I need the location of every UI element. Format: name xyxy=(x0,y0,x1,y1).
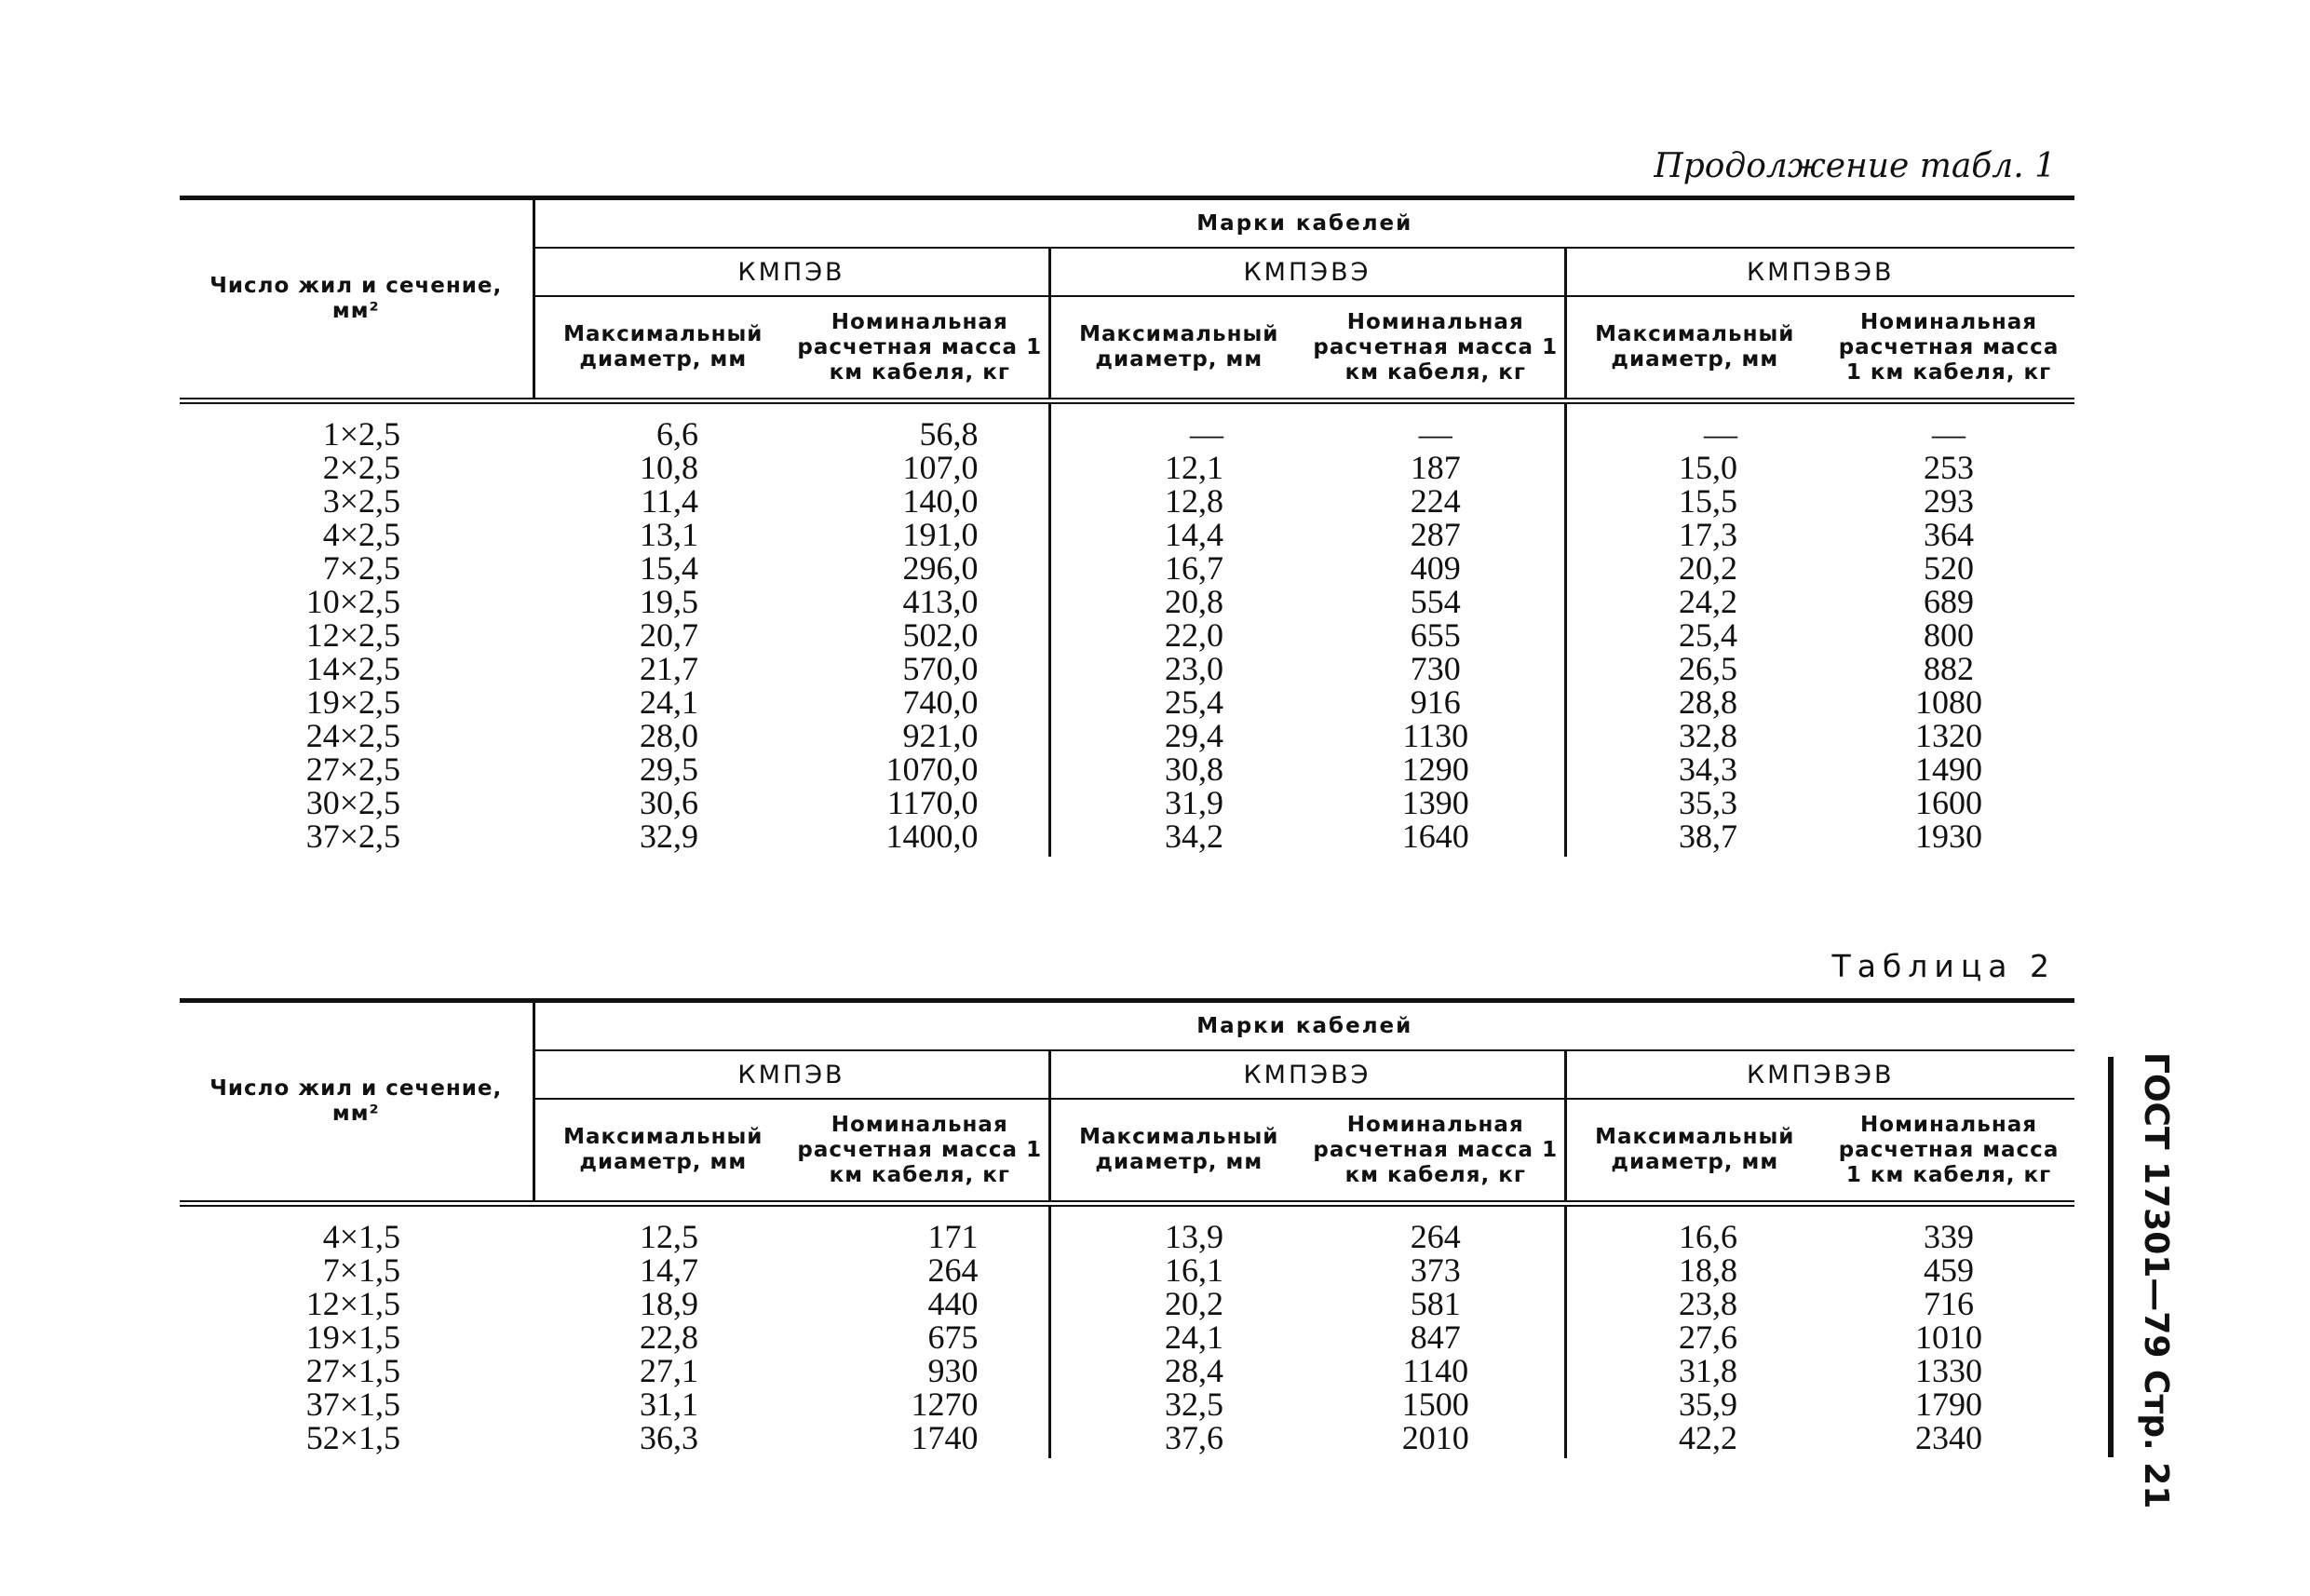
table-2-body xyxy=(180,1204,2074,1459)
brand-header: КМПЭВЭ xyxy=(1049,1050,1565,1099)
kmpevev-mass-cell: 253 xyxy=(1924,449,1975,486)
kmpeve-diameter-cell: 31,9 xyxy=(1165,784,1223,821)
kmpeve-diameter-cell: 34,2 xyxy=(1165,818,1223,855)
kmpeve-mass-cell: 655 xyxy=(1307,618,1565,652)
kmpev-diameter-cell: 28,0 xyxy=(640,717,698,754)
table-row xyxy=(180,551,2074,585)
kmpeve-diameter-cell: 29,4 xyxy=(1165,717,1223,754)
kmpevev-diameter-cell: 15,0 xyxy=(1679,449,1737,486)
section-cell: 7×1,5 xyxy=(322,1251,400,1289)
kmpevev-mass-cell: 1330 xyxy=(1915,1352,1983,1389)
kmpev-diameter-cell: 20,7 xyxy=(640,616,698,654)
kmpeve-diameter-cell: 22,0 xyxy=(1165,616,1223,654)
kmpeve-diameter-cell: 28,4 xyxy=(1165,1352,1223,1389)
section-cell: 37×2,5 xyxy=(305,818,400,855)
kmpevev-mass-cell: 459 xyxy=(1924,1251,1975,1289)
table-row xyxy=(180,484,2074,518)
section-cell: 4×1,5 xyxy=(322,1218,400,1255)
section-cell: 19×2,5 xyxy=(305,683,400,721)
kmpevev-diameter-cell: 35,9 xyxy=(1679,1386,1737,1423)
kmpev-mass-cell: 264 xyxy=(791,1253,1049,1287)
table-row xyxy=(180,786,2074,819)
kmpeve-diameter-cell: — xyxy=(1190,415,1223,453)
kmpevev-mass-cell: 1600 xyxy=(1915,784,1983,821)
mass-header: Номинальная расчетная масса 1 км кабеля, кг xyxy=(1823,1099,2074,1204)
section-cell: 27×2,5 xyxy=(305,751,400,788)
table-row xyxy=(180,1387,2074,1421)
diameter-header: Максимальный диаметр, мм xyxy=(1049,296,1307,401)
section-cell: 52×1,5 xyxy=(305,1419,400,1456)
diameter-header: Максимальный диаметр, мм xyxy=(1565,296,1823,401)
kmpeve-diameter-cell: 12,8 xyxy=(1165,482,1223,520)
kmpeve-diameter-cell: 20,8 xyxy=(1165,583,1223,620)
kmpev-mass-cell: 296,0 xyxy=(791,551,1049,585)
table-row xyxy=(180,518,2074,551)
kmpev-mass-cell: 413,0 xyxy=(791,585,1049,618)
table-2-caption: Таблица 2 xyxy=(1831,948,2056,984)
kmpeve-diameter-cell: 24,1 xyxy=(1165,1319,1223,1356)
section-cell: 2×2,5 xyxy=(322,449,400,486)
kmpev-mass-cell: 740,0 xyxy=(791,685,1049,719)
table-row xyxy=(180,1253,2074,1287)
kmpev-diameter-cell: 32,9 xyxy=(640,818,698,855)
section-cell: 19×1,5 xyxy=(305,1319,400,1356)
kmpevev-diameter-cell: 28,8 xyxy=(1679,683,1737,721)
kmpeve-mass-cell: 1390 xyxy=(1307,786,1565,819)
kmpeve-mass-cell: 1500 xyxy=(1307,1387,1565,1421)
kmpevev-diameter-cell: 42,2 xyxy=(1679,1419,1737,1456)
kmpev-mass-cell: 140,0 xyxy=(791,484,1049,518)
diameter-header: Максимальный диаметр, мм xyxy=(1049,1099,1307,1204)
kmpeve-mass-cell: 1640 xyxy=(1307,819,1565,857)
section-cell: 12×1,5 xyxy=(305,1285,400,1322)
brand-header: КМПЭВЭВ xyxy=(1565,248,2074,296)
table-row xyxy=(180,1204,2074,1254)
kmpeve-diameter-cell: 32,5 xyxy=(1165,1386,1223,1423)
kmpeve-diameter-cell: 37,6 xyxy=(1165,1419,1223,1456)
kmpev-diameter-cell: 11,4 xyxy=(641,482,698,520)
brand-header: КМПЭВ xyxy=(534,248,1049,296)
side-rule xyxy=(2108,1057,2114,1457)
section-cell: 24×2,5 xyxy=(305,717,400,754)
diameter-header: Максимальный диаметр, мм xyxy=(1565,1099,1823,1204)
table-row xyxy=(180,1354,2074,1387)
table-row xyxy=(180,1287,2074,1320)
kmpeve-mass-cell: 264 xyxy=(1307,1204,1565,1254)
kmpevev-mass-cell: 716 xyxy=(1924,1285,1975,1322)
kmpeve-mass-cell: 1290 xyxy=(1307,752,1565,786)
section-cell: 7×2,5 xyxy=(322,549,400,587)
kmpeve-mass-cell: 409 xyxy=(1307,551,1565,585)
kmpev-mass-cell: 1070,0 xyxy=(791,752,1049,786)
kmpevev-mass-cell: 520 xyxy=(1924,549,1975,587)
kmpevev-diameter-cell: 24,2 xyxy=(1679,583,1737,620)
table-row xyxy=(180,618,2074,652)
mass-header: Номинальная расчетная масса 1 км кабеля, кг xyxy=(791,296,1049,401)
section-cell: 3×2,5 xyxy=(322,482,400,520)
row-label-header: Число жил и сечение, мм² xyxy=(180,198,534,401)
kmpevev-mass-cell: 689 xyxy=(1924,583,1975,620)
kmpev-mass-cell: 107,0 xyxy=(791,451,1049,484)
table-row xyxy=(180,585,2074,618)
kmpeve-diameter-cell: 16,1 xyxy=(1165,1251,1223,1289)
row-label-header: Число жил и сечение, мм² xyxy=(180,1001,534,1204)
kmpev-mass-cell: 1270 xyxy=(791,1387,1049,1421)
kmpev-mass-cell: 1740 xyxy=(791,1421,1049,1458)
kmpev-diameter-cell: 14,7 xyxy=(640,1251,698,1289)
table-2 xyxy=(180,998,2074,1458)
table-row xyxy=(180,401,2074,452)
kmpevev-mass-cell: 1010 xyxy=(1915,1319,1983,1356)
kmpevev-diameter-cell: 18,8 xyxy=(1679,1251,1737,1289)
kmpeve-diameter-cell: 20,2 xyxy=(1165,1285,1223,1322)
table-row xyxy=(180,451,2074,484)
section-cell: 1×2,5 xyxy=(322,415,400,453)
table-row xyxy=(180,752,2074,786)
brand-header: КМПЭВЭВ xyxy=(1565,1050,2074,1099)
brand-header: КМПЭВЭ xyxy=(1049,248,1565,296)
kmpevev-diameter-cell: 25,4 xyxy=(1679,616,1737,654)
kmpevev-diameter-cell: 32,8 xyxy=(1679,717,1737,754)
kmpeve-diameter-cell: 16,7 xyxy=(1165,549,1223,587)
kmpevev-mass-cell: — xyxy=(1932,415,1966,453)
kmpeve-mass-cell: 916 xyxy=(1307,685,1565,719)
kmpev-mass-cell: 570,0 xyxy=(791,652,1049,685)
kmpevev-mass-cell: 1490 xyxy=(1915,751,1983,788)
kmpeve-mass-cell: 373 xyxy=(1307,1253,1565,1287)
kmpeve-mass-cell: 1130 xyxy=(1307,719,1565,752)
kmpeve-mass-cell: 187 xyxy=(1307,451,1565,484)
kmpevev-diameter-cell: 17,3 xyxy=(1679,516,1737,553)
kmpevev-mass-cell: 882 xyxy=(1924,650,1975,687)
kmpeve-mass-cell: 581 xyxy=(1307,1287,1565,1320)
mass-header: Номинальная расчетная масса 1 км кабеля, кг xyxy=(1307,1099,1565,1204)
kmpev-diameter-cell: 29,5 xyxy=(640,751,698,788)
kmpev-mass-cell: 56,8 xyxy=(791,401,1049,452)
section-cell: 4×2,5 xyxy=(322,516,400,553)
kmpev-mass-cell: 1400,0 xyxy=(791,819,1049,857)
section-cell: 12×2,5 xyxy=(305,616,400,654)
section-cell: 27×1,5 xyxy=(305,1352,400,1389)
kmpeve-mass-cell: 2010 xyxy=(1307,1421,1565,1458)
kmpeve-diameter-cell: 12,1 xyxy=(1165,449,1223,486)
kmpevev-diameter-cell: 27,6 xyxy=(1679,1319,1737,1356)
kmpeve-mass-cell: 554 xyxy=(1307,585,1565,618)
table-row xyxy=(180,652,2074,685)
kmpevev-diameter-cell: — xyxy=(1704,415,1737,453)
kmpevev-diameter-cell: 35,3 xyxy=(1679,784,1737,821)
kmpevev-mass-cell: 1080 xyxy=(1915,683,1983,721)
kmpevev-mass-cell: 1930 xyxy=(1915,818,1983,855)
brands-header: Марки кабелей xyxy=(534,1001,2074,1051)
kmpev-mass-cell: 191,0 xyxy=(791,518,1049,551)
table-1 xyxy=(180,196,2074,857)
mass-header: Номинальная расчетная масса 1 км кабеля, кг xyxy=(791,1099,1049,1204)
table-row xyxy=(180,719,2074,752)
kmpevev-mass-cell: 2340 xyxy=(1915,1419,1983,1456)
kmpeve-mass-cell: 224 xyxy=(1307,484,1565,518)
kmpev-mass-cell: 930 xyxy=(791,1354,1049,1387)
kmpeve-diameter-cell: 14,4 xyxy=(1165,516,1223,553)
kmpevev-mass-cell: 364 xyxy=(1924,516,1975,553)
kmpev-mass-cell: 1170,0 xyxy=(791,786,1049,819)
kmpeve-diameter-cell: 25,4 xyxy=(1165,683,1223,721)
kmpevev-mass-cell: 800 xyxy=(1924,616,1975,654)
kmpev-diameter-cell: 13,1 xyxy=(640,516,698,553)
kmpevev-mass-cell: 293 xyxy=(1924,482,1975,520)
brands-header: Марки кабелей xyxy=(534,198,2074,249)
kmpev-diameter-cell: 30,6 xyxy=(640,784,698,821)
kmpeve-mass-cell: 287 xyxy=(1307,518,1565,551)
kmpevev-diameter-cell: 26,5 xyxy=(1679,650,1737,687)
section-cell: 30×2,5 xyxy=(305,784,400,821)
kmpeve-mass-cell: 1140 xyxy=(1307,1354,1565,1387)
kmpev-mass-cell: 171 xyxy=(791,1204,1049,1254)
kmpev-diameter-cell: 18,9 xyxy=(640,1285,698,1322)
kmpeve-diameter-cell: 23,0 xyxy=(1165,650,1223,687)
kmpeve-diameter-cell: 13,9 xyxy=(1165,1218,1223,1255)
kmpev-mass-cell: 675 xyxy=(791,1320,1049,1354)
kmpevev-diameter-cell: 38,7 xyxy=(1679,818,1737,855)
section-cell: 14×2,5 xyxy=(305,650,400,687)
kmpev-mass-cell: 502,0 xyxy=(791,618,1049,652)
kmpev-diameter-cell: 24,1 xyxy=(640,683,698,721)
kmpevev-diameter-cell: 16,6 xyxy=(1679,1218,1737,1255)
kmpev-diameter-cell: 15,4 xyxy=(640,549,698,587)
kmpev-diameter-cell: 6,6 xyxy=(656,415,698,453)
table-row xyxy=(180,685,2074,719)
table-1-continuation-caption: Продолжение табл. 1 xyxy=(1654,147,2056,185)
kmpevev-diameter-cell: 23,8 xyxy=(1679,1285,1737,1322)
kmpevev-mass-cell: 339 xyxy=(1924,1218,1975,1255)
kmpevev-diameter-cell: 31,8 xyxy=(1679,1352,1737,1389)
table-row xyxy=(180,1320,2074,1354)
mass-header: Номинальная расчетная масса 1 км кабеля, кг xyxy=(1823,296,2074,401)
diameter-header: Максимальный диаметр, мм xyxy=(534,296,791,401)
table-row xyxy=(180,819,2074,857)
kmpevev-diameter-cell: 20,2 xyxy=(1679,549,1737,587)
kmpev-diameter-cell: 27,1 xyxy=(640,1352,698,1389)
kmpev-diameter-cell: 31,1 xyxy=(640,1386,698,1423)
kmpevev-diameter-cell: 34,3 xyxy=(1679,751,1737,788)
kmpev-diameter-cell: 19,5 xyxy=(640,583,698,620)
kmpevev-diameter-cell: 15,5 xyxy=(1679,482,1737,520)
kmpev-diameter-cell: 10,8 xyxy=(640,449,698,486)
kmpeve-mass-cell: 730 xyxy=(1307,652,1565,685)
table-row xyxy=(180,1421,2074,1458)
kmpevev-mass-cell: 1790 xyxy=(1915,1386,1983,1423)
kmpev-diameter-cell: 36,3 xyxy=(640,1419,698,1456)
kmpeve-diameter-cell: 30,8 xyxy=(1165,751,1223,788)
section-cell: 10×2,5 xyxy=(305,583,400,620)
kmpev-mass-cell: 440 xyxy=(791,1287,1049,1320)
diameter-header: Максимальный диаметр, мм xyxy=(534,1099,791,1204)
kmpevev-mass-cell: 1320 xyxy=(1915,717,1983,754)
kmpev-diameter-cell: 22,8 xyxy=(640,1319,698,1356)
section-cell: 37×1,5 xyxy=(305,1386,400,1423)
kmpev-diameter-cell: 12,5 xyxy=(640,1218,698,1255)
kmpev-mass-cell: 921,0 xyxy=(791,719,1049,752)
kmpeve-mass-cell: — xyxy=(1307,401,1565,452)
mass-header: Номинальная расчетная масса 1 км кабеля, кг xyxy=(1307,296,1565,401)
kmpeve-mass-cell: 847 xyxy=(1307,1320,1565,1354)
brand-header: КМПЭВ xyxy=(534,1050,1049,1099)
kmpev-diameter-cell: 21,7 xyxy=(640,650,698,687)
side-page-header: ГОСТ 17301—79 Стр. 21 xyxy=(2137,1052,2175,1509)
table-1-body xyxy=(180,401,2074,858)
